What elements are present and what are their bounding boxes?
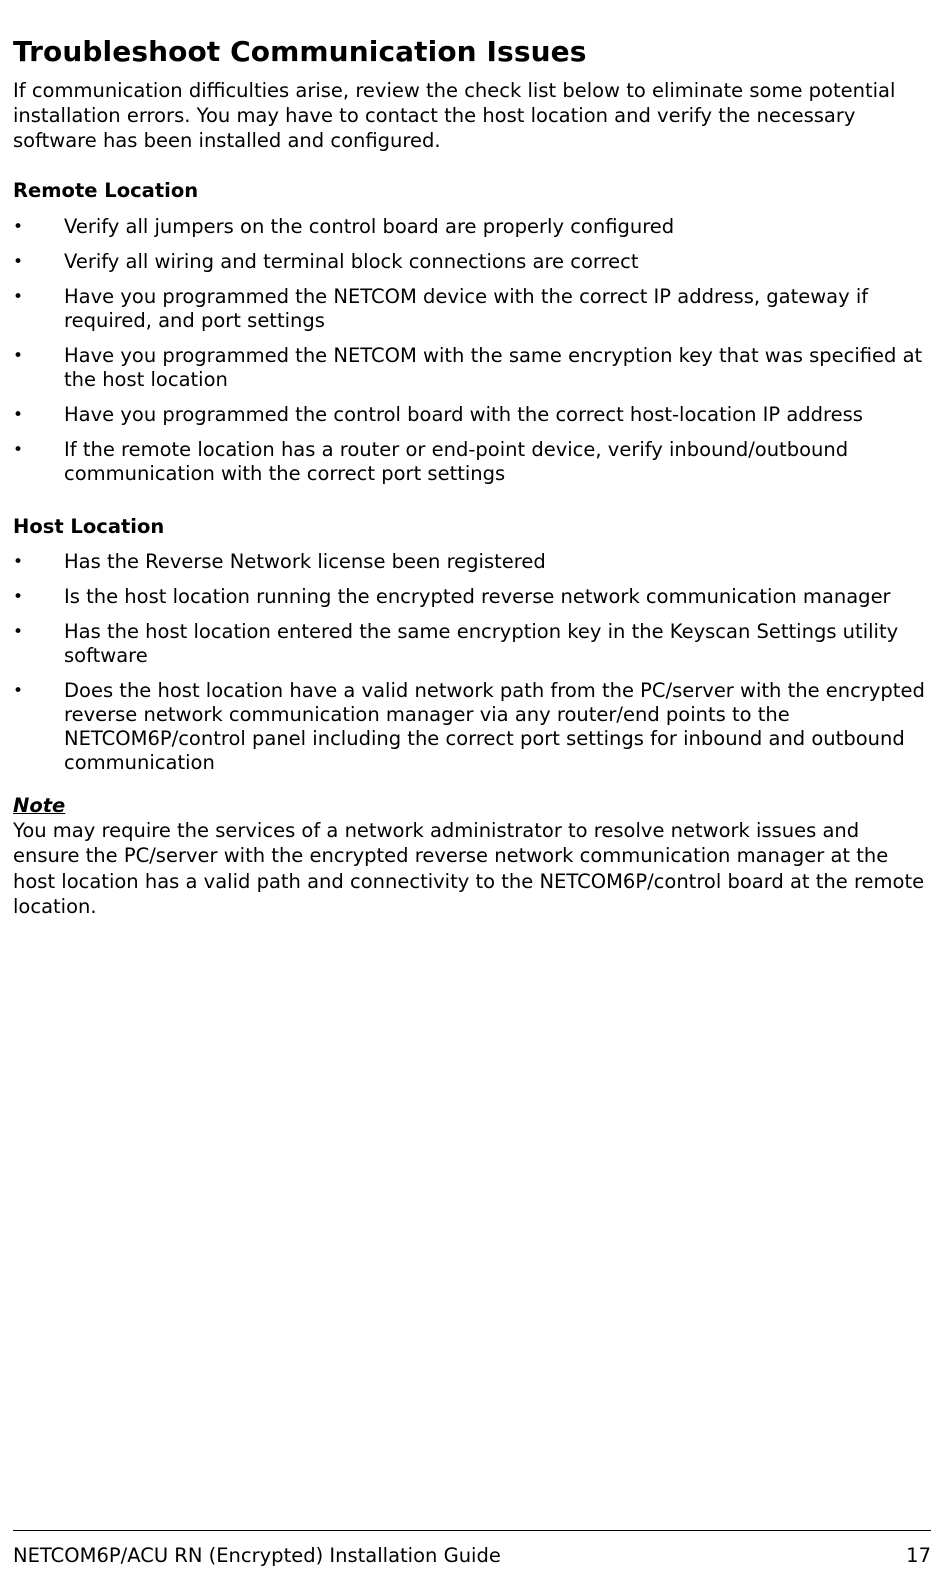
checklist-item-text: If the remote location has a router or end-point device, verify inbound/outbound communication with the correct port settings <box>64 438 849 485</box>
checklist-item <box>13 250 931 274</box>
bullet-icon: • <box>13 587 24 607</box>
page-title: Troubleshoot Communication Issues <box>13 35 587 68</box>
bullet-icon: • <box>13 405 24 425</box>
page-number: 17 <box>906 1544 931 1567</box>
host-location-checklist <box>13 550 931 786</box>
bullet-icon: • <box>13 287 24 307</box>
checklist-item <box>13 344 931 392</box>
checklist-item <box>13 215 931 239</box>
checklist-item <box>13 438 931 486</box>
bullet-icon: • <box>13 217 24 237</box>
checklist-item-text: Have you programmed the NETCOM with the same encryption key that was specified at the host location <box>64 344 923 391</box>
bullet-icon: • <box>13 552 24 572</box>
remote-location-checklist <box>13 215 931 497</box>
remote-location-heading: Remote Location <box>13 179 199 202</box>
bullet-icon: • <box>13 681 24 701</box>
bullet-icon: • <box>13 622 24 642</box>
checklist-item-text: Verify all wiring and terminal block connections are correct <box>64 250 639 273</box>
checklist-item-text: Has the Reverse Network license been registered <box>64 550 546 573</box>
document-page <box>13 0 931 1571</box>
checklist-item <box>13 620 931 668</box>
bullet-icon: • <box>13 346 24 366</box>
checklist-item-text: Verify all jumpers on the control board are properly configured <box>64 215 675 238</box>
checklist-item <box>13 679 931 775</box>
note-label: Note <box>13 794 66 817</box>
checklist-item <box>13 550 931 574</box>
footer-divider <box>13 1530 931 1531</box>
checklist-item-text: Is the host location running the encrypted reverse network communication manager <box>64 585 891 608</box>
footer-document-title: NETCOM6P/ACU RN (Encrypted) Installation Guide <box>13 1544 501 1567</box>
bullet-icon: • <box>13 440 24 460</box>
checklist-item <box>13 585 931 609</box>
note-text: You may require the services of a network administrator to resolve network issues and ensure the PC/server with the encrypted reverse network communication manager at the host location has a valid path and connectivity to the NETCOM6P/control board at the remote location. <box>13 819 925 918</box>
checklist-item <box>13 285 931 333</box>
host-location-heading: Host Location <box>13 515 165 538</box>
checklist-item-text: Have you programmed the control board with the correct host-location IP address <box>64 403 863 426</box>
checklist-item-text: Has the host location entered the same encryption key in the Keyscan Settings utility software <box>64 620 899 667</box>
bullet-icon: • <box>13 252 24 272</box>
intro-paragraph: If communication difficulties arise, review the check list below to eliminate some potential installation errors. You may have to contact the host location and verify the necessary software has been installed and configured. <box>13 79 896 152</box>
checklist-item-text: Have you programmed the NETCOM device with the correct IP address, gateway if required, and port settings <box>64 285 869 332</box>
checklist-item <box>13 403 931 427</box>
checklist-item-text: Does the host location have a valid network path from the PC/server with the encrypted reverse network communication manager via any router/end points to the NETCOM6P/control panel including the correct port settings for inbound and outbound communication <box>64 679 925 774</box>
